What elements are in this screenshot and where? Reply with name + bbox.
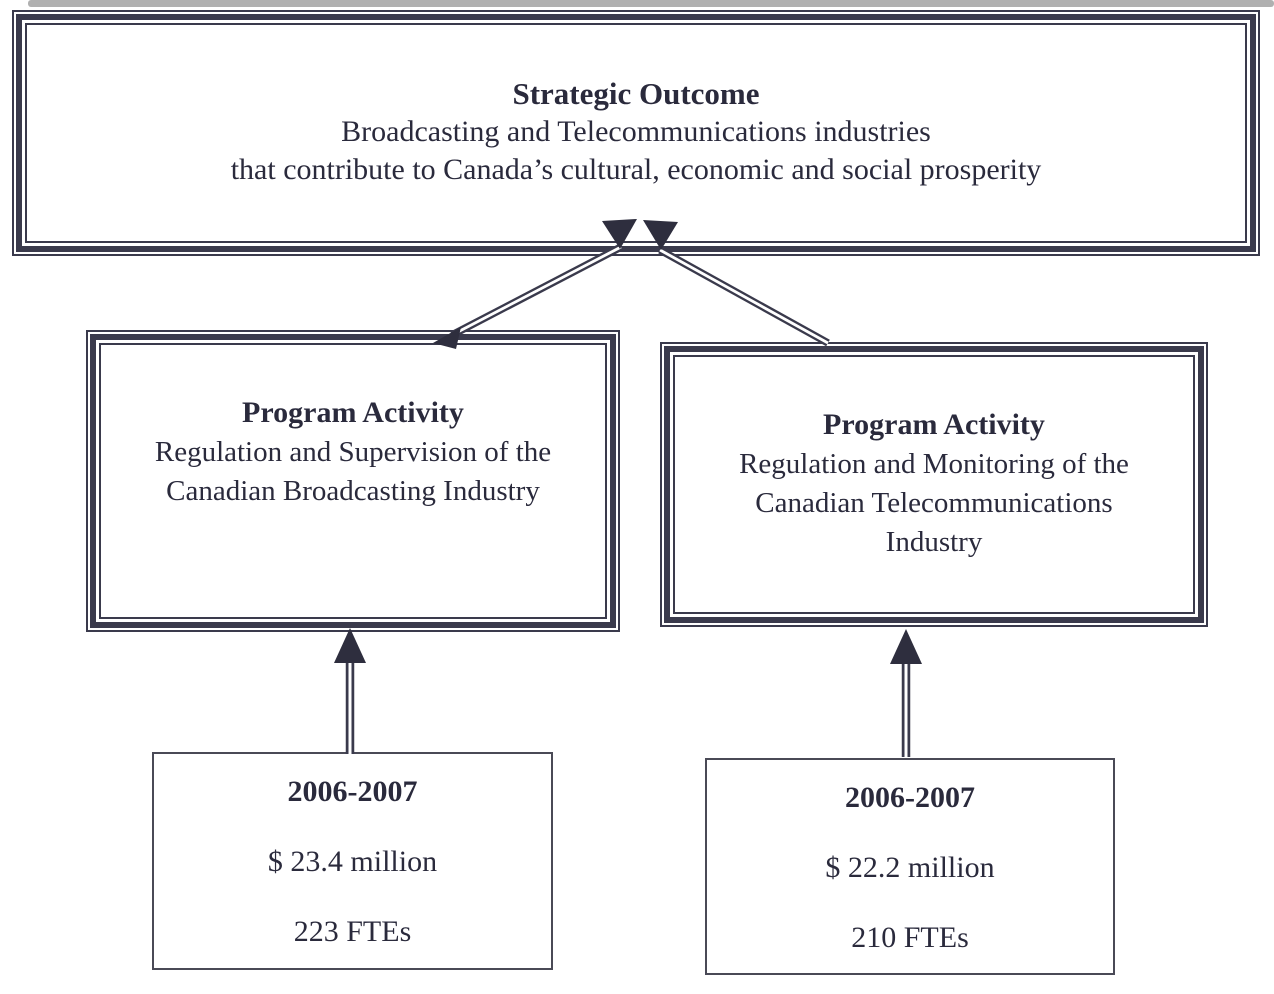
program-activity-broadcasting-mid-border <box>90 334 616 628</box>
program-activity-telecom-line-3: Industry <box>885 526 983 558</box>
program-activity-telecom-box <box>660 342 1208 627</box>
arrow-resources-to-telecom <box>890 629 922 757</box>
strategic-outcome-title: Strategic Outcome <box>512 76 760 111</box>
resources-telecom-ftes: 210 FTEs <box>851 921 969 954</box>
program-activity-broadcasting-box <box>86 330 620 632</box>
strategic-outcome-box-inner-border <box>25 23 1247 243</box>
program-activity-broadcasting-title: Program Activity <box>242 396 464 429</box>
program-activity-telecom-title: Program Activity <box>823 408 1045 441</box>
strategic-outcome-box-mid-border <box>16 14 1256 252</box>
program-activity-telecom-line-1: Regulation and Monitoring of the <box>739 448 1129 480</box>
program-activity-broadcasting-line-1: Regulation and Supervision of the <box>154 436 552 468</box>
arrowhead-icon <box>334 628 366 663</box>
resources-broadcasting-period: 2006-2007 <box>287 775 418 808</box>
program-activity-telecom-line-2: Canadian Telecommunications <box>755 487 1113 519</box>
resources-telecom-box <box>705 758 1115 975</box>
program-activity-broadcasting-content <box>101 345 605 511</box>
resources-broadcasting-ftes: 223 FTEs <box>293 915 412 948</box>
strategic-outcome-line-1: Broadcasting and Telecommunications industries <box>341 115 931 148</box>
resources-broadcasting-content <box>154 754 551 949</box>
strategic-outcome-content <box>27 25 1245 189</box>
resources-broadcasting-funding: $ 23.4 million <box>267 845 438 878</box>
strategic-outcome-box <box>12 10 1260 256</box>
program-activity-telecom-mid-border <box>664 346 1204 623</box>
arrowhead-icon <box>890 629 922 664</box>
program-activity-telecom-content <box>675 357 1193 562</box>
resources-broadcasting-box <box>152 752 553 970</box>
resources-telecom-content <box>707 760 1113 955</box>
program-activity-broadcasting-inner-border <box>99 343 607 619</box>
program-activity-telecom-inner-border <box>673 355 1195 614</box>
resources-telecom-funding: $ 22.2 million <box>825 851 995 884</box>
resources-telecom-period: 2006-2007 <box>845 781 975 814</box>
arrow-resources-to-broadcasting <box>334 628 366 754</box>
program-activity-broadcasting-line-2: Canadian Broadcasting Industry <box>166 475 540 507</box>
strategic-outcome-line-2: that contribute to Canada’s cultural, economic and social prosperity <box>230 153 1042 186</box>
scan-artifact <box>28 0 1274 7</box>
